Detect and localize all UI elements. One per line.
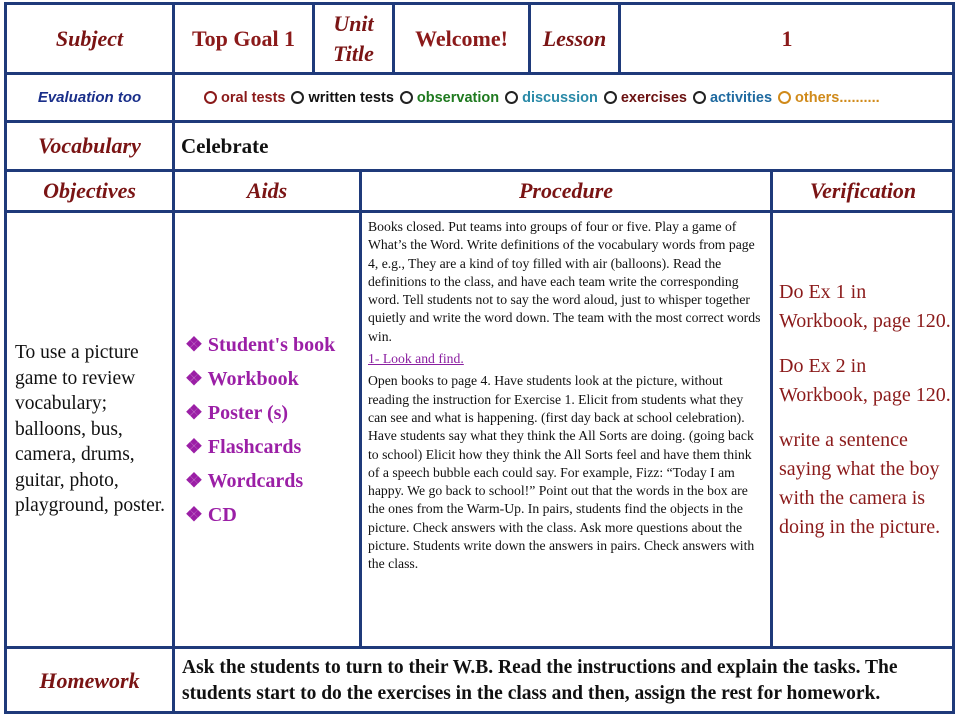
lesson-label: Lesson (542, 25, 607, 51)
evaluation-options (175, 75, 953, 120)
procedure-header: Procedure (518, 178, 614, 203)
radio-circle-icon[interactable] (400, 91, 413, 104)
homework-label: Homework (39, 668, 140, 693)
unit-title-label (315, 5, 392, 72)
aid-item: ❖ Flashcards (185, 435, 302, 458)
aids-list (175, 213, 359, 646)
aid-item: ❖ Poster (s) (185, 401, 289, 424)
unit-title-label-line2: Title (333, 40, 374, 66)
aid-item: ❖ Student's book (185, 333, 336, 356)
subject-label: Subject (55, 25, 124, 51)
subject-value: Top Goal 1 (191, 25, 296, 51)
evaluation-option[interactable] (400, 90, 499, 106)
evaluation-option[interactable] (778, 90, 880, 106)
evaluation-option[interactable] (693, 90, 772, 106)
evaluation-option-label: observation (416, 89, 500, 106)
aid-item: ❖ CD (185, 503, 237, 526)
unit-title-label-line1: Unit (333, 10, 374, 36)
lesson-value: 1 (781, 25, 793, 51)
vocabulary-label: Vocabulary (38, 133, 141, 158)
evaluation-option-label: discussion (522, 89, 598, 106)
look-and-find-link[interactable]: 1- Look and find. (368, 351, 464, 367)
evaluation-option-label: others.......... (795, 89, 880, 106)
objectives-text: To use a picture game to review vocabulary; balloons, bus, camera, drums, guitar, photo, playground, poster. (15, 342, 166, 517)
evaluation-option-label: exercises (620, 89, 687, 106)
procedure-text (362, 213, 770, 646)
objectives-header: Objectives (43, 178, 136, 203)
verification-text (773, 213, 953, 646)
radio-circle-icon[interactable] (204, 91, 217, 104)
evaluation-option-label: activities (709, 89, 773, 106)
unit-title-value: Welcome! (415, 25, 508, 51)
aid-item: ❖ Workbook (185, 367, 299, 390)
radio-circle-icon[interactable] (291, 91, 304, 104)
evaluation-option[interactable] (505, 90, 598, 106)
evaluation-option[interactable] (204, 90, 285, 106)
evaluation-option[interactable] (604, 90, 687, 106)
radio-circle-icon[interactable] (778, 91, 791, 104)
evaluation-option-label: oral tests (221, 89, 286, 106)
procedure-paragraph-2: Open books to page 4. Have students look at the picture, without reading the instruction for Exercise 1. Elicit from students what they can see and what is happening. (first day back at school celebration). Have students say what they think the All Sorts are doing. (going back to school) Elicit how they think the All Sorts feel and have them think of a speech bubble each could say. For example, Fizz: “Today I am happy. We go back to school!” Point out that the words in the box are the ones from the Warm-Up. In pairs, students find the objects in the picture. Check answers with the class. Ask more questions about the picture. Students write down the answers in pairs. Check answers with the class. (368, 373, 755, 572)
verification-item: Do Ex 1 in Workbook, page 120. (779, 281, 951, 332)
radio-circle-icon[interactable] (505, 91, 518, 104)
aids-header: Aids (246, 178, 288, 203)
aid-item: ❖ Wordcards (185, 469, 304, 492)
evaluation-label: Evaluation too (37, 89, 142, 106)
homework-text: Ask the students to turn to their W.B. Read the instructions and explain the tasks. The students start to do the exercises in the class and then, assign the rest for homework. (182, 657, 898, 704)
verification-header: Verification (809, 178, 917, 203)
vocabulary-value: Celebrate (181, 133, 269, 158)
verification-item: write a sentence saying what the boy with the camera is doing in the picture. (779, 429, 941, 538)
evaluation-option[interactable] (291, 90, 393, 106)
radio-circle-icon[interactable] (604, 91, 617, 104)
evaluation-option-label: written tests (308, 89, 394, 106)
verification-item: Do Ex 2 in Workbook, page 120. (779, 355, 951, 406)
procedure-paragraph-1: Books closed. Put teams into groups of four or five. Play a game of What’s the Word. Write definitions of the vocabulary words from page 4, e.g., They are a kind of toy filled with air (balloons). Read the definitions to the class, and have each team write the corresponding word. Tell students not to say the word aloud, just to whisper together quietly and write the word down. The team with the most correct words win. (368, 219, 761, 344)
radio-circle-icon[interactable] (693, 91, 706, 104)
